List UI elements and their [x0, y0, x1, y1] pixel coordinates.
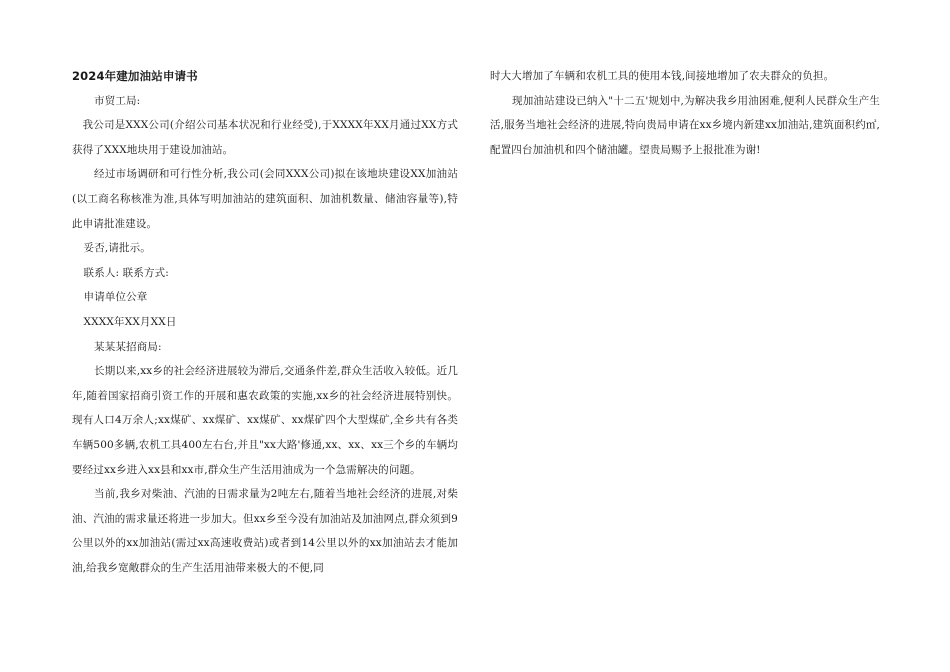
document-title: 2024年建加油站申请书 [72, 69, 198, 83]
continuation-paragraph: 时大大增加了车辆和农机工具的使用本钱,间接地增加了农夫群众的负担。 [490, 70, 835, 82]
company-intro-paragraph: 我公司是XXX公司(介绍公司基本状况和行业经受),于XXXX年XX月通过XX方式获得了XXX地块用于建设加油站。 [72, 119, 458, 156]
contact-line: 联系人: 联系方式: [83, 266, 169, 279]
date-line: XXXX年XX月XX日 [83, 315, 177, 328]
background-paragraph: 长期以来,xx乡的社会经济进展较为滞后,交通条件差,群众生活收入较低。近几年,随着国家招商引资工作的开展和惠农政策的实施,xx乡的社会经济进展特别快。现有人口4万余人;xx煤矿、xx煤矿、xx煤矿、xx煤矿四个大型煤矿,全乡共有各类车辆500多辆,农机工具400左右台,并且"xx大路'修通,xx、xx、xx三个乡的车辆均要经过xx乡进入xx县和xx市,群众生产生活用油成为一个急需解决的问题。 [72, 365, 458, 476]
demand-paragraph: 当前,我乡对柴油、汽油的日需求量为2吨左右,随着当地社会经济的进展,对柴油、汽油的需求量还将进一步加大。但xx乡至今没有加油站及加油网点,群众须到9公里以外的xx加油站(需过xx高速收费站)或者到14公里以外的xx加油站去才能加油,给我乡宽敞群众的生产生活用油带来极大的不便,同 [72, 488, 458, 574]
applicant-seal-line: 申请单位公章 [83, 291, 148, 304]
salutation-trade-bureau: 市贸工局: [94, 94, 141, 107]
feasibility-paragraph: 经过市场调研和可行性分析,我公司(会同XXX公司)拟在该地块建设XX加油站(以工商名称核准为准,具体写明加油站的建筑面积、加油机数量、储油容量等),特此申请批准建设。 [72, 168, 458, 230]
right-column [490, 64, 880, 162]
closing-request-paragraph: 现加油站建设已纳入"十二五'规划中,为解决我乡用油困难,便利人民群众生产生活,服务当地社会经济的进展,特向贵局申请在xx乡境内新建xx加油站,建筑面积约㎡,配置四台加油机和四个储油罐。望贵局赐予上报批准为谢! [490, 94, 880, 156]
left-column [72, 64, 458, 580]
salutation-investment-bureau: 某某某招商局: [94, 340, 162, 353]
request-instruction-line: 妥否,请批示。 [83, 242, 151, 255]
